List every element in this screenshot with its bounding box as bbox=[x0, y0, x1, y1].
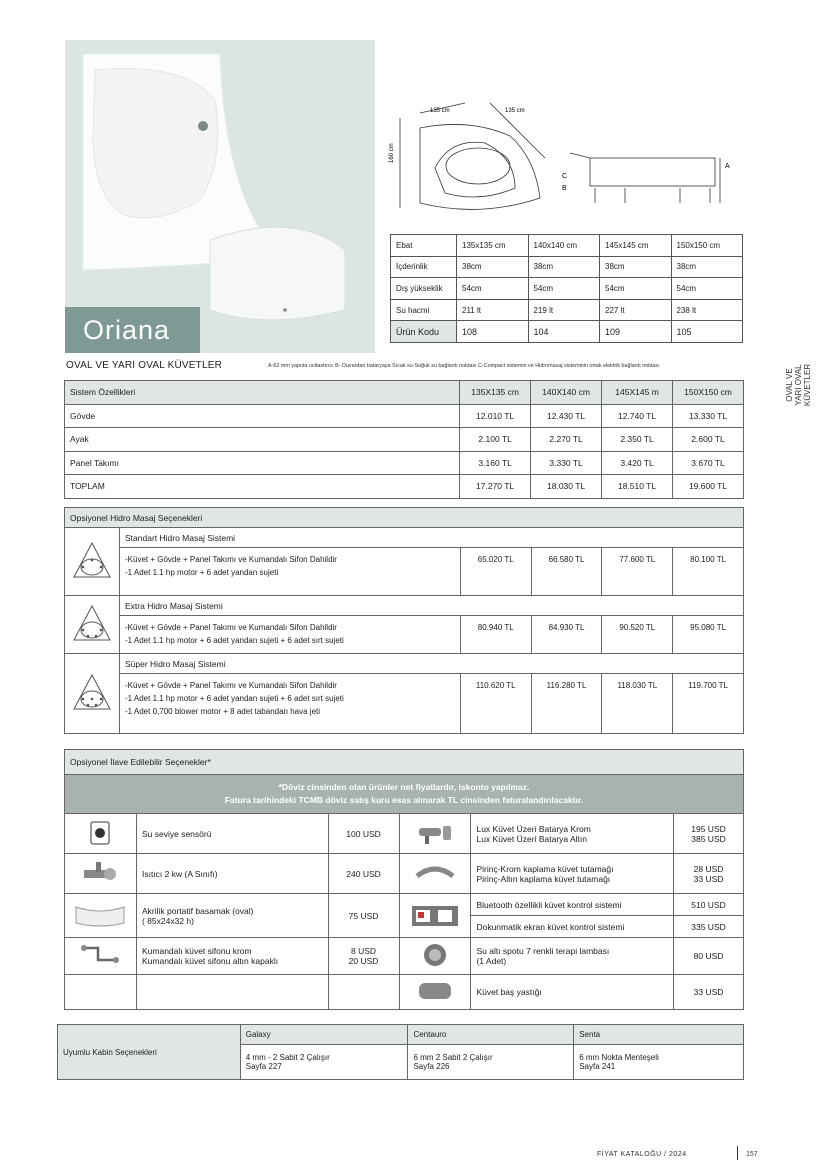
water-level-sensor-icon bbox=[83, 818, 117, 848]
addon-label: Isıtıcı 2 kw (A Sınıfı) bbox=[136, 854, 328, 894]
section-title: OVAL VE YARI OVAL KÜVETLER bbox=[66, 360, 222, 371]
addon-line: Lux Küvet Üzeri Batarya Altın bbox=[476, 833, 588, 844]
spec-value: 54cm bbox=[600, 278, 672, 300]
addon-icon-cell bbox=[399, 814, 471, 854]
spec-value: 145x145 cm bbox=[600, 235, 672, 257]
row-label: TOPLAM bbox=[65, 475, 460, 499]
side-label-line: YARI OVAL bbox=[794, 364, 803, 406]
addon-row bbox=[65, 894, 744, 916]
header-size: 145X145 m bbox=[602, 381, 673, 405]
addon-row bbox=[65, 938, 744, 975]
cabin-name: Senta bbox=[574, 1025, 744, 1045]
addon-line: Kumandalı küvet sifonu krom bbox=[141, 946, 252, 956]
underwater-light-icon bbox=[420, 940, 450, 970]
header-size: 135X135 cm bbox=[460, 381, 531, 405]
addon-price bbox=[328, 938, 399, 975]
spec-value: 54cm bbox=[671, 278, 743, 300]
addon-row bbox=[65, 854, 744, 894]
price: 3.420 TL bbox=[602, 451, 673, 475]
heater-icon bbox=[80, 858, 120, 888]
addon-price: 240 USD bbox=[328, 854, 399, 894]
hydro-description bbox=[120, 548, 461, 596]
drain-siphon-icon bbox=[78, 940, 122, 970]
price: 2.600 TL bbox=[673, 428, 744, 452]
addon-line: Akrilik portatif basamak (oval) bbox=[141, 905, 254, 916]
addon-line: Lux Küvet Üzeri Batarya Krom bbox=[476, 823, 591, 834]
footer-divider bbox=[737, 1146, 738, 1160]
notice-row bbox=[65, 775, 744, 814]
spec-value: 38cm bbox=[528, 256, 600, 278]
addon-price bbox=[674, 814, 744, 854]
price: 66.580 TL bbox=[531, 548, 602, 596]
table-row bbox=[65, 475, 744, 499]
spec-value: 109 bbox=[600, 321, 672, 343]
addon-label bbox=[471, 814, 674, 854]
addon-icon-cell bbox=[399, 854, 471, 894]
addon-price: 100 USD bbox=[328, 814, 399, 854]
header-size: 150X150 cm bbox=[673, 381, 744, 405]
row-label: Ayak bbox=[65, 428, 460, 452]
addon-icon-cell bbox=[65, 938, 137, 975]
table-header bbox=[65, 381, 744, 405]
hydro-system-row bbox=[65, 548, 744, 596]
table-header bbox=[65, 508, 744, 528]
description-line: -Küvet + Gövde + Panel Takımı ve Kumandalı Sifon Dahildir bbox=[125, 681, 337, 690]
addon-label bbox=[136, 938, 328, 975]
spec-row bbox=[391, 321, 743, 343]
spec-value: 238 lt bbox=[671, 299, 743, 321]
addon-line: ( 85x24x32 h) bbox=[141, 915, 194, 926]
price: 18.510 TL bbox=[602, 475, 673, 499]
spec-label: Ebat bbox=[391, 235, 457, 257]
empty-cell bbox=[136, 975, 328, 1010]
hydro-system-name: Standart Hidro Masaj Sistemi bbox=[120, 528, 744, 548]
hydro-description bbox=[120, 674, 461, 734]
addon-price: 510 USD bbox=[674, 894, 744, 916]
empty-cell bbox=[65, 975, 137, 1010]
description-line: -1 Adet 1.1 hp motor + 6 adet yandan sujeti + 6 adet sırt sujeti bbox=[125, 694, 344, 703]
description-line: -1 Adet 1.1 hp motor + 6 adet yandan sujeti bbox=[125, 568, 279, 577]
hydro-icon-cell bbox=[65, 596, 120, 654]
product-name: Oriana bbox=[65, 307, 200, 353]
corner-tub-icon bbox=[70, 671, 114, 715]
tub-handle-icon bbox=[413, 858, 457, 888]
control-panel-icon bbox=[410, 900, 460, 930]
spec-label: Dış yükseklik bbox=[391, 278, 457, 300]
spec-label: Su hacmi bbox=[391, 299, 457, 321]
price: 2.100 TL bbox=[460, 428, 531, 452]
spec-value: 54cm bbox=[457, 278, 529, 300]
description-line: -1 Adet 1.1 hp motor + 6 adet yandan sujeti + 6 adet sırt sujeti bbox=[125, 636, 344, 645]
price: 3.670 TL bbox=[673, 451, 744, 475]
description-line: -1 Adet 0,700 blower motor + 8 adet tabandan hava jeti bbox=[125, 707, 321, 716]
addon-icon-cell bbox=[399, 975, 471, 1010]
table-header bbox=[65, 750, 744, 775]
corner-tub-icon bbox=[70, 539, 114, 583]
price-line: 385 USD bbox=[691, 833, 726, 844]
spec-value: 135x135 cm bbox=[457, 235, 529, 257]
hydro-title: Opsiyonel Hidro Masaj Seçenekleri bbox=[65, 508, 744, 528]
addon-row bbox=[65, 975, 744, 1010]
empty-cell bbox=[328, 975, 399, 1010]
price-line: 33 USD bbox=[693, 873, 724, 884]
price: 80.100 TL bbox=[673, 548, 744, 596]
price-line: 20 USD bbox=[348, 956, 379, 966]
spec-value: 150x150 cm bbox=[671, 235, 743, 257]
price-line: 8 USD bbox=[351, 946, 377, 956]
addon-label: Küvet baş yastığı bbox=[471, 975, 674, 1010]
system-price-table bbox=[64, 380, 744, 499]
hydro-system-name-row bbox=[65, 528, 744, 548]
notice-line: *Döviz cinsinden olan ürünler net fiyatlardır, iskonto yapılmaz. bbox=[278, 782, 530, 792]
hydro-system-name: Süper Hidro Masaj Sistemi bbox=[120, 654, 744, 674]
cabin-page: Sayfa 241 bbox=[579, 1062, 616, 1071]
addon-price: 335 USD bbox=[674, 916, 744, 938]
dimension-label: 135 cm bbox=[430, 108, 450, 114]
price: 17.270 TL bbox=[460, 475, 531, 499]
price: 13.330 TL bbox=[673, 404, 744, 428]
addon-label: Su seviye sensörü bbox=[136, 814, 328, 854]
spec-value: 108 bbox=[457, 321, 529, 343]
cabin-detail bbox=[574, 1045, 744, 1080]
spec-value: 140x140 cm bbox=[528, 235, 600, 257]
cabin-name: Centauro bbox=[408, 1025, 574, 1045]
price: 80.940 TL bbox=[460, 616, 531, 654]
notice-line: Fatura tarihindeki TCMB döviz satış kuru esas alınarak TL cinsinden faturalandırılacaktır. bbox=[224, 795, 584, 805]
currency-notice bbox=[65, 775, 744, 814]
dimension-label: B bbox=[562, 185, 567, 192]
spec-row bbox=[391, 235, 743, 257]
cabin-name: Galaxy bbox=[240, 1025, 408, 1045]
spec-row bbox=[391, 256, 743, 278]
hydro-system-name: Extra Hidro Masaj Sistemi bbox=[120, 596, 744, 616]
addon-icon-cell bbox=[65, 814, 137, 854]
addon-line: Pirinç-Altın kaplama küvet tutamağı bbox=[476, 873, 611, 884]
price: 2.270 TL bbox=[531, 428, 602, 452]
addon-price bbox=[674, 854, 744, 894]
price: 3.160 TL bbox=[460, 451, 531, 475]
cabin-page: Sayfa 226 bbox=[413, 1062, 450, 1071]
addon-icon-cell bbox=[65, 854, 137, 894]
addon-label bbox=[471, 938, 674, 975]
spec-value: 227 lt bbox=[600, 299, 672, 321]
row-label: Panel Takımı bbox=[65, 451, 460, 475]
price: 12.430 TL bbox=[531, 404, 602, 428]
addon-label bbox=[471, 854, 674, 894]
spec-row bbox=[391, 278, 743, 300]
price: 84.930 TL bbox=[531, 616, 602, 654]
price: 12.010 TL bbox=[460, 404, 531, 428]
addon-icon-cell bbox=[65, 894, 137, 938]
cabin-header-row bbox=[58, 1025, 744, 1045]
catalog-footer: FİYAT KATALOĞU / 2024 bbox=[597, 1151, 687, 1158]
description-line: -Küvet + Gövde + Panel Takımı ve Kumandalı Sifon Dahildir bbox=[125, 623, 337, 632]
hydro-description bbox=[120, 616, 461, 654]
table-row bbox=[65, 428, 744, 452]
cabin-desc: 4 mm - 2 Sabit 2 Çalışır bbox=[245, 1053, 330, 1062]
addon-price: 80 USD bbox=[674, 938, 744, 975]
headrest-icon bbox=[415, 978, 455, 1004]
addon-line: Pirinç-Krom kaplama küvet tutamağı bbox=[476, 863, 614, 874]
cabin-page: Sayfa 227 bbox=[245, 1062, 282, 1071]
price: 116.280 TL bbox=[531, 674, 602, 734]
addon-line: (1 Adet) bbox=[476, 956, 507, 966]
hydro-massage-table bbox=[64, 507, 744, 734]
addon-icon-cell bbox=[399, 938, 471, 975]
spec-value: 104 bbox=[528, 321, 600, 343]
row-label: Gövde bbox=[65, 404, 460, 428]
hydro-icon-cell bbox=[65, 528, 120, 596]
price-line: 195 USD bbox=[691, 823, 726, 834]
addons-table bbox=[64, 749, 744, 1010]
cabin-desc: 6 mm 2 Sabit 2 Çalışır bbox=[413, 1053, 493, 1062]
side-label-line: OVAL VE bbox=[785, 368, 794, 402]
addon-line: Su altı spotu 7 renkli terapi lambası bbox=[476, 946, 610, 956]
spec-value: 38cm bbox=[671, 256, 743, 278]
table-row bbox=[65, 404, 744, 428]
description-line: -Küvet + Gövde + Panel Takımı ve Kumandalı Sifon Dahildir bbox=[125, 555, 337, 564]
price: 118.030 TL bbox=[602, 674, 673, 734]
portable-step-icon bbox=[72, 899, 128, 931]
hydro-system-name-row bbox=[65, 654, 744, 674]
spec-table bbox=[390, 234, 743, 343]
spec-value: 38cm bbox=[600, 256, 672, 278]
price: 3.330 TL bbox=[531, 451, 602, 475]
addon-label: Bluetooth özellikli küvet kontrol sistemi bbox=[471, 894, 674, 916]
addon-label: Dokunmatik ekran küvet kontrol sistemi bbox=[471, 916, 674, 938]
side-label-line: KÜVETLER bbox=[803, 363, 812, 407]
hydro-system-row bbox=[65, 616, 744, 654]
addons-title: Opsiyonel İlave Edilebilir Seçenekler* bbox=[65, 750, 744, 775]
dimension-label: A bbox=[725, 163, 730, 170]
drawing-legend: A-52 mm yapıda ısıtlastırıcı B- Duvardan bataryaya Sıcak su-Soğuk su bağlantı noktası C-Compact sistemin ve Hidromasaj sisteminin ortak elektrik bağlantı noktası bbox=[268, 363, 660, 369]
technical-drawing bbox=[390, 98, 745, 223]
price: 110.620 TL bbox=[460, 674, 531, 734]
corner-tub-icon bbox=[70, 602, 114, 646]
cabin-detail bbox=[240, 1045, 408, 1080]
price: 2.350 TL bbox=[602, 428, 673, 452]
spec-value: 38cm bbox=[457, 256, 529, 278]
cabin-title: Uyumlu Kabin Seçenekleri bbox=[58, 1025, 241, 1080]
page-number: 157 bbox=[746, 1151, 758, 1158]
table-row bbox=[65, 451, 744, 475]
header-label: Sistem Özellikleri bbox=[65, 381, 460, 405]
dimension-label: 160 cm bbox=[389, 143, 395, 163]
price-line: 28 USD bbox=[693, 863, 724, 874]
addon-price: 33 USD bbox=[674, 975, 744, 1010]
addon-price: 75 USD bbox=[328, 894, 399, 938]
addon-line: Kumandalı küvet sifonu altın kapaklı bbox=[141, 956, 279, 966]
hydro-system-name-row bbox=[65, 596, 744, 616]
price: 119.700 TL bbox=[673, 674, 744, 734]
spec-row bbox=[391, 299, 743, 321]
price: 90.520 TL bbox=[602, 616, 673, 654]
price: 95.080 TL bbox=[673, 616, 744, 654]
side-category-label bbox=[785, 360, 812, 410]
dimension-label: 135 cm bbox=[505, 108, 525, 114]
price: 12.740 TL bbox=[602, 404, 673, 428]
price: 18.030 TL bbox=[531, 475, 602, 499]
cabin-desc: 6 mm Nokta Menteşeli bbox=[579, 1053, 659, 1062]
cabin-detail bbox=[408, 1045, 574, 1080]
hydro-system-row bbox=[65, 674, 744, 734]
price: 65.020 TL bbox=[460, 548, 531, 596]
hydro-icon-cell bbox=[65, 654, 120, 734]
faucet-icon bbox=[415, 818, 455, 848]
addon-icon-cell bbox=[399, 894, 471, 938]
price: 19.600 TL bbox=[673, 475, 744, 499]
price: 77.600 TL bbox=[602, 548, 673, 596]
spec-value: 54cm bbox=[528, 278, 600, 300]
spec-label: İçderinlik bbox=[391, 256, 457, 278]
spec-value: 105 bbox=[671, 321, 743, 343]
dimension-label: C bbox=[562, 173, 568, 180]
addon-row bbox=[65, 814, 744, 854]
spec-value: 211 lt bbox=[457, 299, 529, 321]
spec-label: Ürün Kodu bbox=[391, 321, 457, 343]
spec-value: 219 lt bbox=[528, 299, 600, 321]
header-size: 140X140 cm bbox=[531, 381, 602, 405]
cabin-options-table bbox=[57, 1024, 744, 1080]
addon-label bbox=[136, 894, 328, 938]
